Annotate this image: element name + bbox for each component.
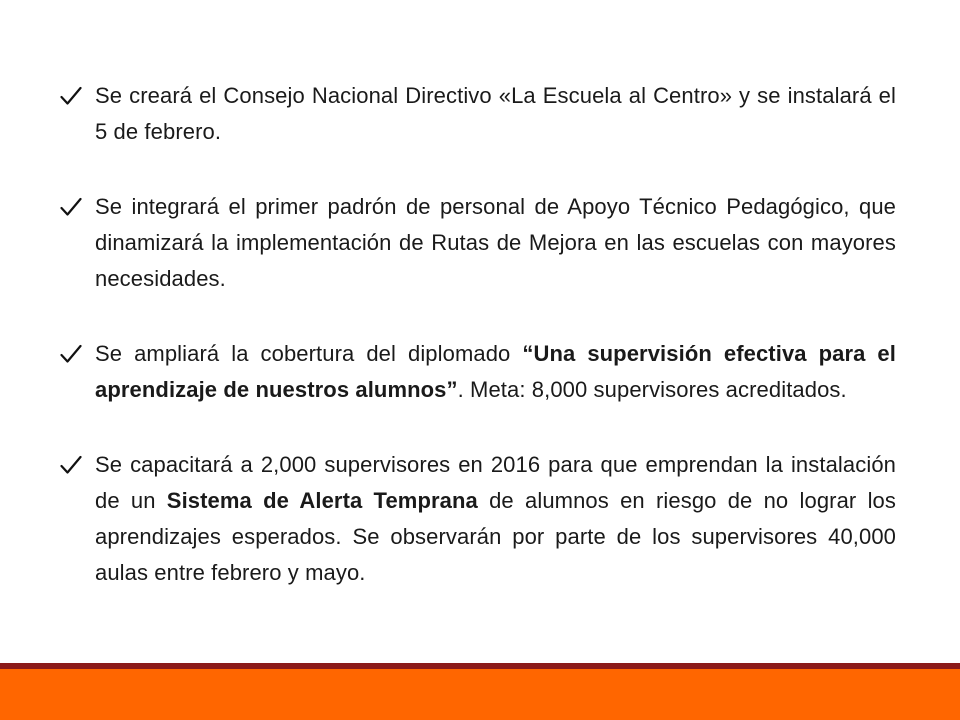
bullet-text-pre: Se ampliará la cobertura del diplomado xyxy=(95,341,523,366)
alerta-temprana-term: Sistema de Alerta Temprana xyxy=(166,488,478,513)
bullet-item-alerta xyxy=(60,447,896,591)
bullet-text-post: de alumnos en riesgo de no lograr los aprendizajes esperados. Se observarán por parte de los supervisores 40,000 aulas entre febrero y mayo. xyxy=(95,488,896,585)
footer-bar xyxy=(0,669,960,720)
bullet-item-consejo xyxy=(60,78,896,150)
bullet-item-padron xyxy=(60,189,896,297)
bullet-list xyxy=(60,78,896,591)
bullet-text-post: . Meta: 8,000 supervisores acreditados. xyxy=(457,377,847,402)
footer-band xyxy=(0,663,960,720)
bullet-item-diplomado xyxy=(60,336,896,408)
checkmark-icon xyxy=(60,189,86,225)
diplomado-title: “Una supervisión efectiva para el aprendizaje de nuestros alumnos” xyxy=(95,341,896,402)
checkmark-icon xyxy=(60,336,86,372)
bullet-text-pre: Se capacitará a 2,000 supervisores en 2016 para que emprendan la instalación de un xyxy=(95,452,896,513)
checkmark-icon xyxy=(60,78,86,114)
bullet-text: Se creará el Consejo Nacional Directivo «La Escuela al Centro» y se instalará el 5 de febrero. xyxy=(95,83,896,144)
checkmark-icon xyxy=(60,447,86,483)
bullet-text: Se integrará el primer padrón de personal de Apoyo Técnico Pedagógico, que dinamizará la implementación de Rutas de Mejora en las escuelas con mayores necesidades. xyxy=(95,194,896,291)
